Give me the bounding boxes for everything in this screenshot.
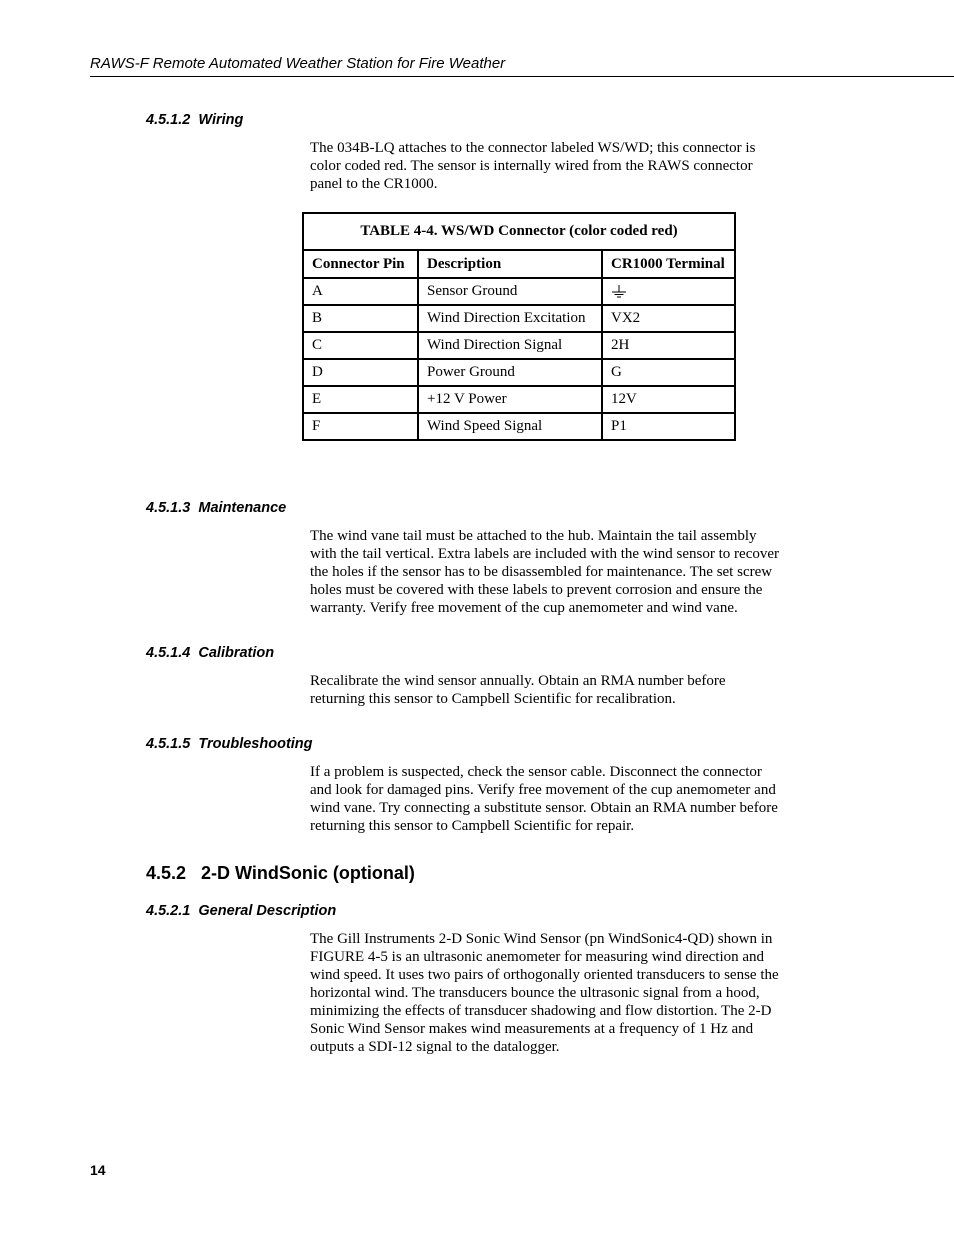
running-header: RAWS-F Remote Automated Weather Station for Fire Weather bbox=[90, 55, 954, 77]
paragraph-general-description bbox=[310, 930, 810, 1056]
table-cell: B bbox=[303, 305, 418, 332]
column-header: Description bbox=[418, 250, 602, 278]
table-cell: Wind Direction Signal bbox=[418, 332, 602, 359]
table-cell: Wind Direction Excitation bbox=[418, 305, 602, 332]
text-line: returning this sensor to Campbell Scientific for repair. bbox=[310, 818, 635, 834]
table-cell: Wind Speed Signal bbox=[418, 413, 602, 440]
ground-icon bbox=[611, 285, 627, 299]
table-cell: A bbox=[303, 278, 418, 305]
text-line: and look for damaged pins. Verify free movement of the cup anemometer and bbox=[310, 782, 776, 798]
heading-troubleshooting: 4.5.1.5 Troubleshooting bbox=[146, 736, 313, 752]
text-line: The wind vane tail must be attached to the hub. Maintain the tail assembly bbox=[310, 528, 757, 544]
table-cell: P1 bbox=[602, 413, 735, 440]
table-cell: 12V bbox=[602, 386, 735, 413]
text-line: horizontal wind. The transducers bounce the ultrasonic signal from a hood, bbox=[310, 985, 760, 1001]
table-cell: G bbox=[602, 359, 735, 386]
table-cell: +12 V Power bbox=[418, 386, 602, 413]
table-cell: F bbox=[303, 413, 418, 440]
table-cell: D bbox=[303, 359, 418, 386]
text-line: panel to the CR1000. bbox=[310, 176, 438, 192]
heading-general-description: 4.5.2.1 General Description bbox=[146, 903, 337, 919]
text-line: wind vane. Try connecting a substitute sensor. Obtain an RMA number before bbox=[310, 800, 778, 816]
paragraph-calibration bbox=[310, 672, 810, 708]
text-line: The 034B-LQ attaches to the connector labeled WS/WD; this connector is bbox=[310, 140, 756, 156]
page-number: 14 bbox=[90, 1162, 106, 1178]
text-line: Sonic Wind Sensor makes wind measurements at a frequency of 1 Hz and bbox=[310, 1021, 754, 1037]
table-cell bbox=[602, 278, 735, 305]
table-row bbox=[303, 332, 735, 359]
column-header: CR1000 Terminal bbox=[602, 250, 735, 278]
table-row bbox=[303, 413, 735, 440]
table-cell: Sensor Ground bbox=[418, 278, 602, 305]
column-header: Connector Pin bbox=[303, 250, 418, 278]
table-cell: Power Ground bbox=[418, 359, 602, 386]
text-line: the holes if the sensor has to be disassembled for maintenance. The set screw bbox=[310, 564, 773, 580]
heading-wiring: 4.5.1.2 Wiring bbox=[146, 112, 244, 128]
table-cell: 2H bbox=[602, 332, 735, 359]
paragraph-maintenance bbox=[310, 527, 810, 617]
text-line: outputs a SDI-12 signal to the datalogger. bbox=[310, 1039, 560, 1055]
table-caption: TABLE 4-4. WS/WD Connector (color coded red) bbox=[303, 213, 735, 250]
table-row bbox=[303, 278, 735, 305]
table-row bbox=[303, 359, 735, 386]
table-cell: E bbox=[303, 386, 418, 413]
paragraph-wiring bbox=[310, 139, 810, 193]
heading-calibration: 4.5.1.4 Calibration bbox=[146, 645, 275, 661]
table-row bbox=[303, 305, 735, 332]
text-line: If a problem is suspected, check the sensor cable. Disconnect the connector bbox=[310, 764, 762, 780]
connector-table bbox=[302, 212, 736, 441]
heading-windsonic: 4.5.2 2-D WindSonic (optional) bbox=[146, 863, 415, 883]
text-line: minimizing the effects of transducer shadowing and flow distortion. The 2-D bbox=[310, 1003, 772, 1019]
text-line: color coded red. The sensor is internally wired from the RAWS connector bbox=[310, 158, 753, 174]
text-line: holes must be covered with these labels to prevent corrosion and ensure the bbox=[310, 582, 763, 598]
text-line: with the tail vertical. Extra labels are included with the wind sensor to recover bbox=[310, 546, 780, 562]
text-line: returning this sensor to Campbell Scientific for recalibration. bbox=[310, 691, 676, 707]
text-line: warranty. Verify free movement of the cup anemometer and wind vane. bbox=[310, 600, 738, 616]
table-cell: C bbox=[303, 332, 418, 359]
text-line: Recalibrate the wind sensor annually. Obtain an RMA number before bbox=[310, 673, 726, 689]
text-line: wind speed. It uses two pairs of orthogonally oriented transducers to sense the bbox=[310, 967, 779, 983]
text-line: The Gill Instruments 2-D Sonic Wind Sensor (pn WindSonic4-QD) shown in bbox=[310, 931, 773, 947]
table-cell: VX2 bbox=[602, 305, 735, 332]
heading-maintenance: 4.5.1.3 Maintenance bbox=[146, 500, 287, 516]
text-line: FIGURE 4-5 is an ultrasonic anemometer for measuring wind direction and bbox=[310, 949, 765, 965]
table-row bbox=[303, 386, 735, 413]
paragraph-troubleshooting bbox=[310, 763, 810, 835]
